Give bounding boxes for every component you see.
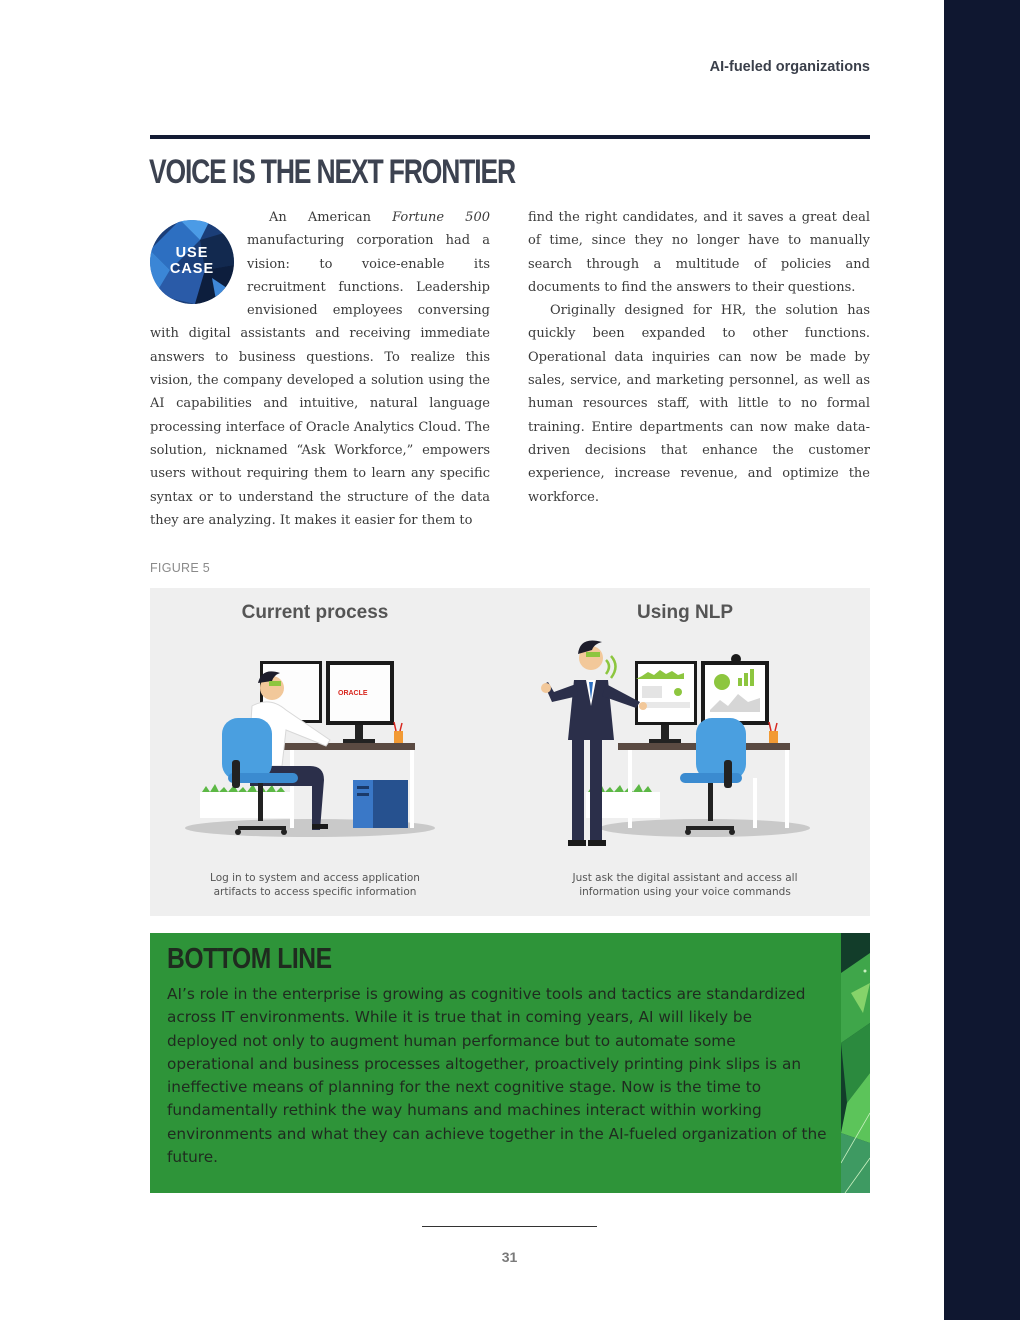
fortune-500-italic: Fortune 500 <box>392 210 490 225</box>
section-title: VOICE IS THE NEXT FRONTIER <box>149 153 515 191</box>
current-process-title: Current process <box>241 602 389 623</box>
using-nlp-title: Using NLP <box>636 602 734 623</box>
right-side-band <box>944 0 1020 1320</box>
page-number: 31 <box>501 1249 518 1265</box>
current-process-caption: Log in to system and access application artifacts to access specific information <box>210 872 420 898</box>
figure-label: FIGURE 5 <box>150 561 211 575</box>
current-process-illustration-icon <box>185 661 435 837</box>
bottom-line-text: AI’s role in the enterprise is growing as cognitive tools and tactics are standardized across IT environments. While it is true that in coming years, AI will likely be deployed not only to augment human performance but to automate some operational and business processes altogether, proactively printing pink slips is an ineffective means of planning for the next cognitive stage. Now is the time to fundamentally rethink the way humans and machines interact within working environments and what they can achieve together in the AI-fueled organization of the future. <box>167 985 827 1167</box>
using-nlp-illustration-icon <box>541 641 810 847</box>
body-column-right <box>528 206 870 509</box>
oracle-logo-text: ORACLE <box>338 690 368 697</box>
figure-illustration <box>150 588 870 916</box>
figure-panel <box>150 588 870 916</box>
badge-label-line1: USE <box>175 245 209 261</box>
body-paragraph-2: Originally designed for HR, the solution has quickly been expanded to other functions. Operational data inquiries can now be made by sales, service, and marketing personnel, as well as human resources staff, with little to no formal training. Entire departments can now make data-driven decisions that enhance the customer experience, increase revenue, and optimize the workforce. <box>528 303 870 505</box>
using-nlp-caption: Just ask the digital assistant and access all information using your voice commands <box>572 872 798 898</box>
section-top-rule <box>150 135 870 139</box>
use-case-paragraph: An American Fortune 500 manufacturing corporation had a vision: to voice-enable its recruitment functions. Leadership envisioned employees conversing with digital assistants and receiving immediate answers to business questions. To realize this vision, the company developed a solution using the AI capabilities and intuitive, natural language processing interface of Oracle Analytics Cloud. The solution, nicknamed “Ask Workforce,” empowers users without requiring them to learn any specific syntax or to understand the structure of the data they are analyzing. It makes it easier for them to <box>150 210 490 528</box>
running-head: AI-fueled organizations <box>709 59 870 75</box>
bottom-line-box <box>150 933 870 1193</box>
bottom-line-title: BOTTOM LINE <box>167 943 332 975</box>
badge-label-line2: CASE <box>169 261 215 277</box>
body-column-left <box>150 206 490 534</box>
body-paragraph-continued: find the right candidates, and it saves a great deal of time, since they no longer have to manually search through a multitude of policies and documents to find the answers to their questions. <box>528 210 870 295</box>
green-abstract-decoration-icon <box>841 933 870 1193</box>
footer-rule <box>422 1226 597 1227</box>
